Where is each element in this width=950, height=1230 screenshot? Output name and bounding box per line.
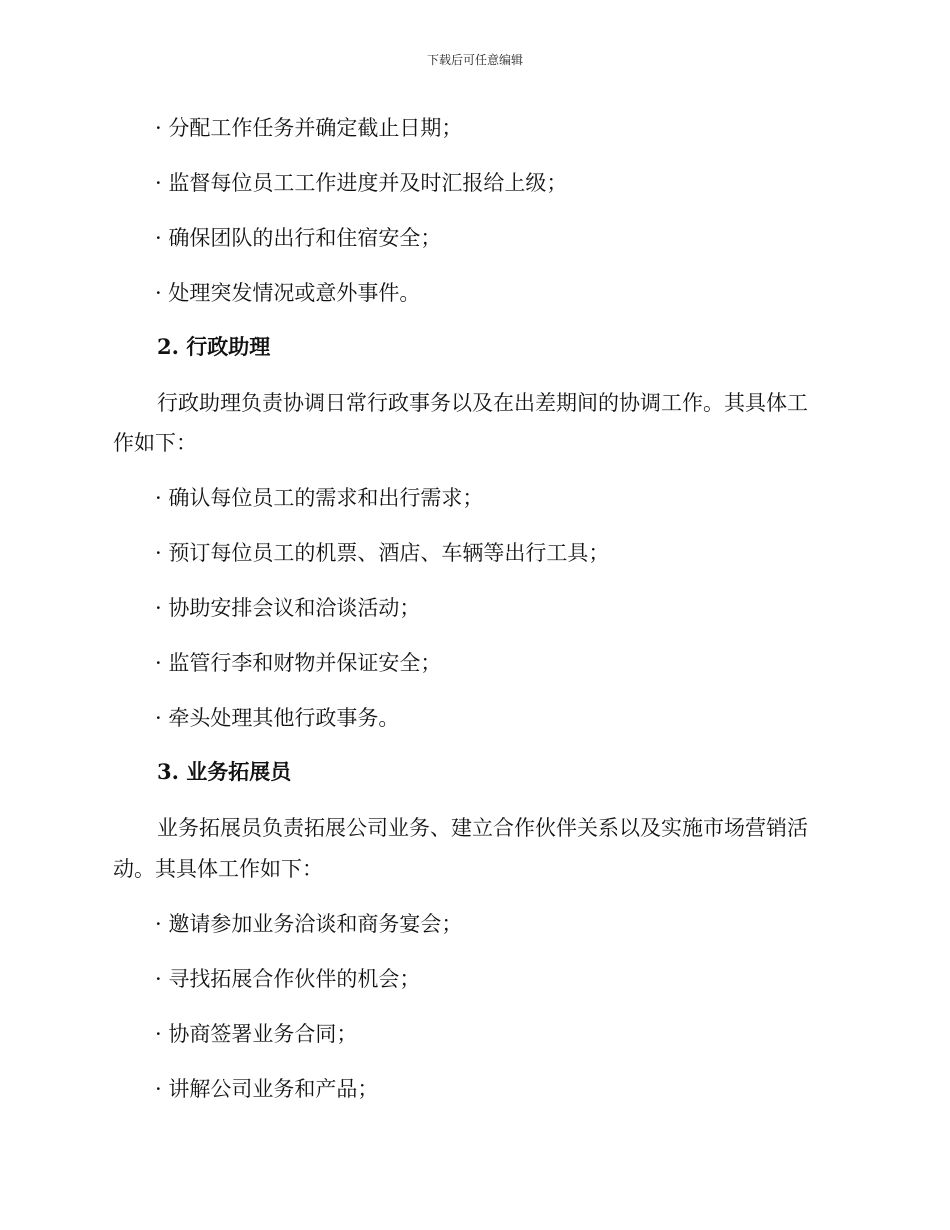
list-item: · 监管行李和财物并保证安全； bbox=[155, 651, 442, 675]
paragraph-line: 动。其具体工作如下： bbox=[113, 857, 323, 881]
list-item: · 寻找拓展合作伙伴的机会； bbox=[155, 967, 421, 991]
list-item: · 协助安排会议和洽谈活动； bbox=[155, 596, 421, 620]
paragraph-line: 行政助理负责协调日常行政事务以及在出差期间的协调工作。其具体工 bbox=[157, 391, 808, 415]
list-item: · 处理突发情况或意外事件。 bbox=[155, 281, 421, 305]
list-item: · 监督每位员工工作进度并及时汇报给上级； bbox=[155, 171, 568, 195]
section-heading-2: 2. 行政助理 bbox=[157, 334, 271, 359]
paragraph-line: 业务拓展员负责拓展公司业务、建立合作伙伴关系以及实施市场营销活 bbox=[157, 816, 808, 840]
list-item: · 讲解公司业务和产品； bbox=[155, 1077, 379, 1101]
list-item: · 牵头处理其他行政事务。 bbox=[155, 706, 400, 730]
paragraph-line: 作如下： bbox=[113, 431, 197, 455]
list-item: · 邀请参加业务洽谈和商务宴会； bbox=[155, 912, 463, 936]
list-item: · 确保团队的出行和住宿安全； bbox=[155, 226, 442, 250]
section-heading-3: 3. 业务拓展员 bbox=[157, 759, 292, 784]
list-item: · 确认每位员工的需求和出行需求； bbox=[155, 486, 484, 510]
list-item: · 分配工作任务并确定截止日期； bbox=[155, 116, 463, 140]
list-item: · 预订每位员工的机票、酒店、车辆等出行工具； bbox=[155, 541, 610, 565]
list-item: · 协商签署业务合同； bbox=[155, 1022, 358, 1046]
page-header: 下载后可任意编辑 bbox=[426, 53, 523, 67]
